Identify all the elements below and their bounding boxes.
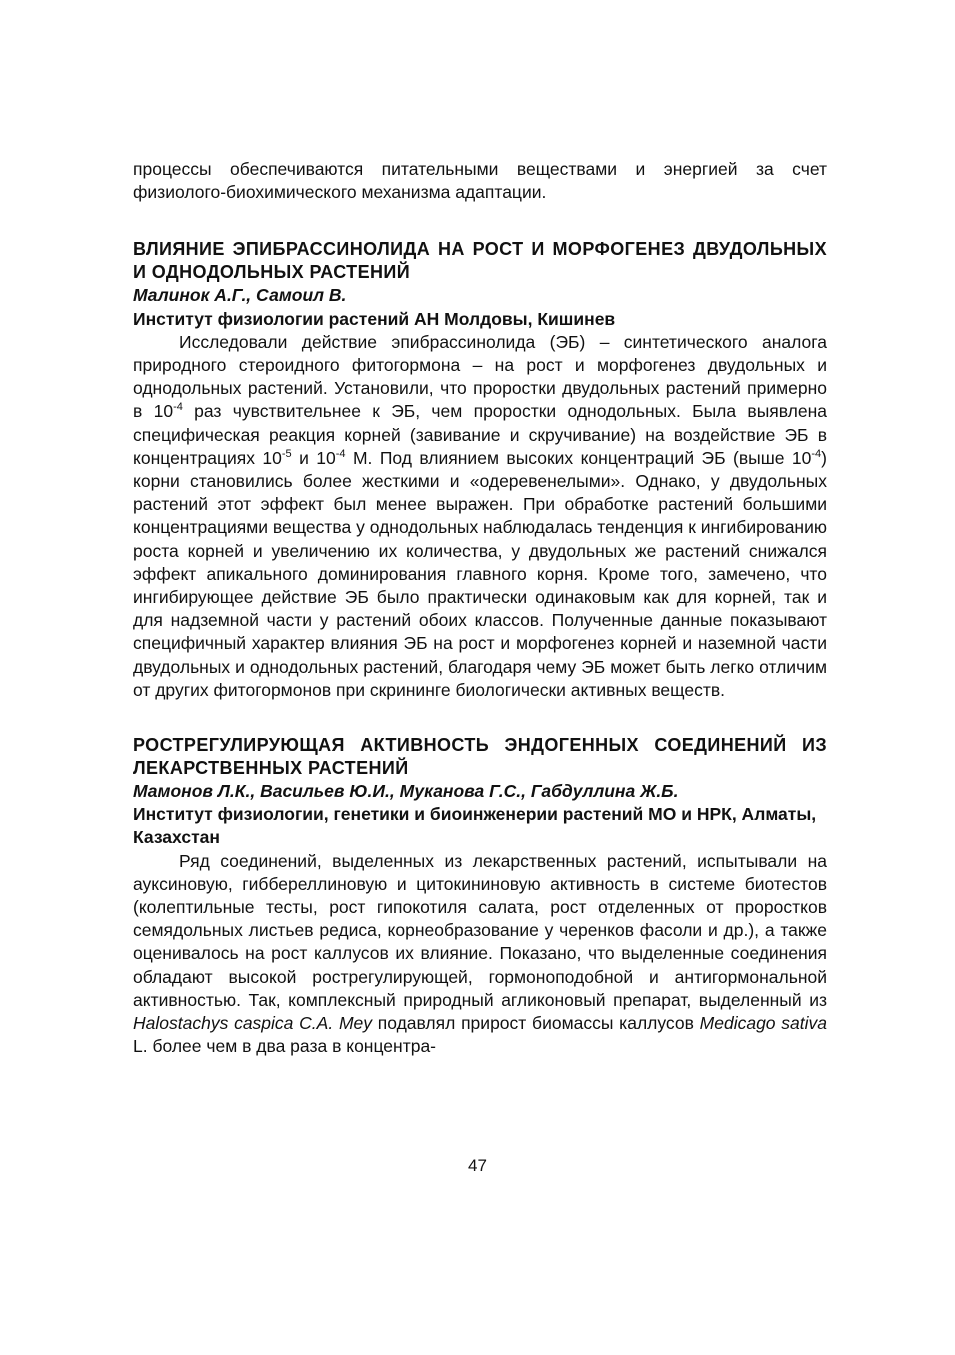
section-spacer <box>133 702 827 734</box>
article-title: ВЛИЯНИЕ ЭПИБРАССИНОЛИДА НА РОСТ И МОРФОГЕНЕЗ ДВУДОЛЬНЫХ И ОДНОДОЛЬНЫХ РАСТЕНИЙ <box>133 239 827 283</box>
species-name: Halostachys caspica C.A. Mey <box>133 1013 373 1034</box>
article-body <box>133 331 827 702</box>
body-text: L. более чем в два раза в концентра- <box>133 1036 437 1057</box>
page-number: 47 <box>468 1156 487 1175</box>
body-text: Ряд соединений, выделенных из лекарственных растений, испытывали на ауксиновую, гиббереллиновую и цитокининовую активность в системе биотестов (колептильные тесты, рост гипокотиля салата, рост отделенных от проростков семядольных листьев редиса, корнеобразование у черенков фасоли и др.), а также оценивалось на рост каллусов их влияние. Показано, что выделенные соединения обладают высокой рострегулирующей, гормоноподобной и антигормональной активностью. Так, комплексный природный агликоновый препарат, выделенный из <box>133 850 827 1010</box>
body-text: ) корни становились более жесткими и «одеревенелыми». Однако, у двудольных растений этот эффект был менее выражен. При обработке растений большими концентрациями вещества у однодольных наблюдалась тенденция к ингибированию роста корней и увеличению их количества, у двудольных же растений снижался эффект апикального доминирования главного корня. Кроме того, замечено, что ингибирующее действие ЭБ было практически одинаковым как для корней, так и для надземной части у растений обоих классов. Полученные данные показывают специфичный характер влияния ЭБ на рост и морфогенез корней и наземной части двудольных и однодольных растений, благодаря чему ЭБ может быть легко отличим от других фитогормонов при скрининге биологически активных веществ. <box>133 447 827 700</box>
article-institution: Институт физиологии, генетики и биоинженерии растений МО и НРК, Алматы, Казахстан <box>133 804 817 848</box>
article-institution: Институт физиологии растений АН Молдовы, Кишинев <box>133 308 616 329</box>
body-text: и 10 <box>291 447 336 468</box>
article-body <box>133 850 827 1059</box>
body-text: Исследовали действие эпибрассинолида (ЭБ) – синтетического аналога природного стероидного фитогормона – на рост и морфогенез двудольных и однодольных растений. Установили, что проростки двудольных растений примерно в 10 <box>133 331 827 422</box>
article-epibrassinolide <box>133 238 827 702</box>
article-authors: Мамонов Л.К., Васильев Ю.И., Муканова Г.С., Габдуллина Ж.Б. <box>133 781 679 802</box>
body-text: раз чувствительнее к ЭБ, чем проростки однодольных. Была выявлена специфическая реакция корней (завивание и скручивание) на воздействие ЭБ в концентрациях 10 <box>133 401 827 468</box>
exponent: -5 <box>281 448 292 460</box>
exponent: -4 <box>173 401 183 414</box>
article-title: РОСТРЕГУЛИРУЮЩАЯ АКТИВНОСТЬ ЭНДОГЕННЫХ СОЕДИНЕНИЙ ИЗ ЛЕКАРСТВЕННЫХ РАСТЕНИЙ <box>133 735 827 779</box>
species-name: Medicago sativa <box>699 1013 828 1034</box>
body-text: М. Под влиянием высоких концентраций ЭБ (выше 10 <box>345 447 812 468</box>
exponent: -4 <box>335 448 346 460</box>
document-page <box>133 158 827 1059</box>
section-spacer <box>133 204 827 238</box>
exponent: -4 <box>811 448 822 460</box>
article-authors: Малинок А.Г., Самоил В. <box>133 285 347 306</box>
article-growth-regulating <box>133 734 827 1058</box>
body-text: подавлял прирост биомассы каллусов <box>372 1013 700 1034</box>
intro-paragraph: процессы обеспечиваются питательными веществами и энергией за счет физиолого-биохимического механизма адаптации. <box>133 159 827 203</box>
